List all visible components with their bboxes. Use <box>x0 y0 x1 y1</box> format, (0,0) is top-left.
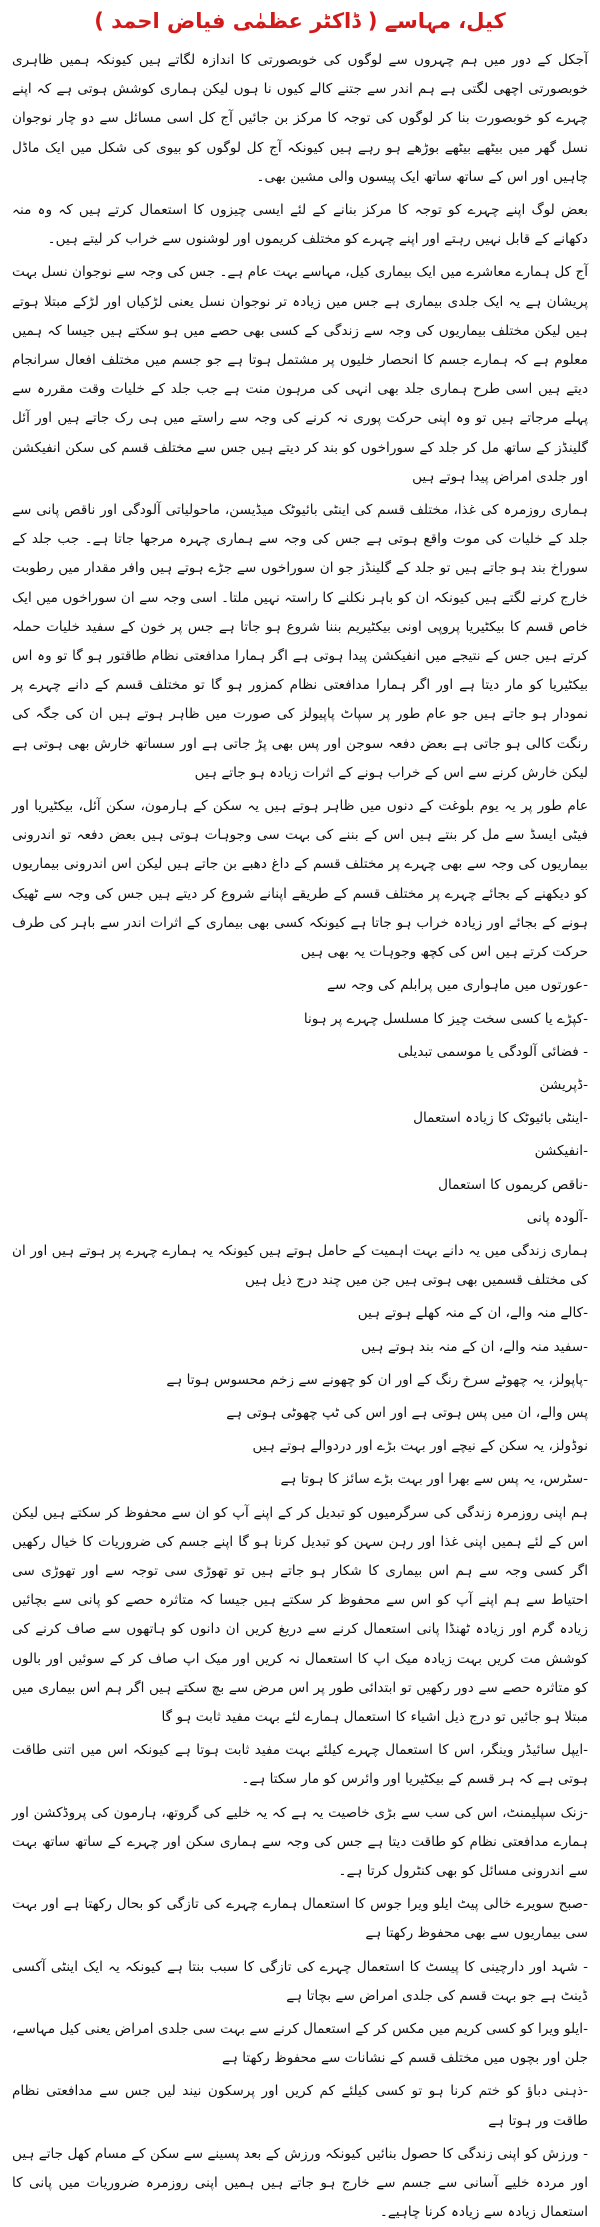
cause-item: - فضائی آلودگی یا موسمی تبدیلی <box>397 1043 588 1060</box>
remedies-list <box>12 1736 588 2227</box>
causes-list <box>12 971 588 1233</box>
type-item: -کالے منہ والے، ان کے منہ کھلے ہوتے ہیں <box>357 1305 588 1322</box>
care-paragraph: ہم اپنی روزمرہ زندگی کی سرگرمیوں کو تبدیل کر کے اپنے آپ کو ان سے محفوظ کر سکتے ہیں لیکن اس کے لئے ہمیں اپنی غذا اور رہن سہن کو تبدیل کرنا ہو گا اپنے جسم کی ضروریات کا خیال رکھیں اگر کسی وجہ سے ہم اس بیماری کا شکار ہو جاتے ہیں تو تھوڑی سی توجہ سے اور تھوڑی سی احتیاط سے ہم اپنے آپ کو اس سے محفوظ کر سکتے ہیں جیسا کہ متاثرہ حصے کو پانی سے بچائیں زیادہ گرم اور زیادہ ٹھنڈا پانی استعمال کرنے سے دریغ کریں ان دانوں کو ہاتھوں سے صاف کرنے کی کوشش مت کریں بہت زیادہ میک اپ کا استعمال نہ کریں اور میک اپ صاف کر کے سوئیں اور بالوں کو متاثرہ حصے سے دور رکھیں تو ابتدائی طور پر اس مرض سے بچ سکتے ہیں اگر ہم اس بیماری میں مبتلا ہو جائیں تو درج ذیل اشیاء کا استعمال ہمارے لئے بہت مفید ثابت ہو گا <box>12 1504 588 1725</box>
type-item: پس والے، ان میں پس ہوتی ہے اور اس کی ٹپ چھوٹی ہوتی ہے <box>226 1404 588 1421</box>
remedy-item: - شہد اور دارچینی کا پیسٹ کا استعمال چہرے کی تازگی کا سبب بنتا ہے کیونکہ یہ ایک اینٹی آکسی ڈینٹ ہے جو بہت قسم کی جلدی امراض سے بچاتا ہے <box>12 1958 588 2004</box>
cause-item: -آلودہ پانی <box>526 1209 588 1226</box>
intro-paragraph: آج کل ہمارے معاشرے میں ایک بیماری کیل، مہاسے بہت عام ہے۔ جس کی وجہ سے نوجوان نسل بہت پریشان ہے یہ ایک جلدی بیماری ہے جس میں زیادہ تر نوجوان نسل یعنی لڑکیاں اور لڑکے مبتلا ہوتے ہیں لیکن مختلف بیماریوں کی وجہ سے زندگی کے کسی بھی حصے میں ہو سکتے ہیں جیسا کہ ہمیں معلوم ہے کہ ہمارے جسم کا انحصار خلیوں پر مشتمل ہوتا ہے جو جسم میں مختلف افعال سرانجام دیتے ہیں اسی طرح ہماری جلد بھی انہی کی مرہون منت ہے جب جلد کے خلیات وقت مقررہ سے پہلے مرجاتے ہیں تو وہ اپنی حرکت پوری نہ کرنے کی وجہ سے راستے میں ہی رک جاتے ہیں اور آئل گلینڈز کے ساتھ مل کر جلد کے سوراخوں کو بند کر دیتے ہیں جس سے مختلف قسم کی سکن انفیکشن اور جلدی امراض پیدا ہوتے ہیں <box>12 264 588 485</box>
remedy-item: -ذہنی دباؤ کو ختم کرنا ہو تو کسی کیلئے کم کریں اور پرسکون نیند لیں جس سے مدافعتی نظام طاقت ور ہوتا ہے <box>12 2083 588 2129</box>
type-item: -سفید منہ والے، ان کے منہ بند ہوتے ہیں <box>361 1338 588 1355</box>
intro-paragraph: بعض لوگ اپنے چہرے کو توجہ کا مرکز بنانے کے لئے ایسی چیزوں کا استعمال کرتے ہیں کہ وہ منہ دکھانے کے قابل نہیں رہتے اور اپنے چہرے کو مختلف کریموں اور لوشنوں سے خراب کر لیتے ہیں۔ <box>12 202 588 248</box>
cause-item: -انفیکشن <box>534 1143 588 1160</box>
type-item: -پاپولز، یہ چھوٹے سرخ رنگ کے اور ان کو چھونے سے زخم محسوس ہوتا ہے <box>166 1371 588 1388</box>
type-item: -سٹرس، یہ پس سے بھرا اور بہت بڑے سائز کا ہوتا ہے <box>280 1471 588 1488</box>
intro-paragraph: عام طور پر یہ یوم بلوغت کے دنوں میں ظاہر ہوتے ہیں یہ سکن کے ہارمون، سکن آئل، بیکٹیریا اور فیٹی ایسڈ سے مل کر بنتے ہیں اس کے بننے کی بہت سی وجوہات ہوتی ہیں بعض دفعہ تو اندرونی بیماریوں کی وجہ سے بھی چہرے پر مختلف قسم کے داغ دھبے بن جاتے ہیں لیکن اس اندرونی بیماریوں کو دیکھنے کے بجائے چہرے پر مختلف قسم کے طریقے اپنانے شروع کر دیتے ہیں جس کی وجہ سے ٹھیک ہونے کے بجائے اور زیادہ خراب ہو جاتا ہے کیونکہ کسی بھی بیماری کے اثرات اندر سے باہر کی طرف حرکت کرتے ہیں اس کی کچھ وجوہات یہ بھی ہیں <box>12 798 588 961</box>
remedy-item: - ورزش کو اپنی زندگی کا حصول بنائیں کیونکہ ورزش کے بعد پسینے سے سکن کے مسام کھل جاتے ہیں اور مردہ خلیے آسانی سے جسم سے خارج ہو جاتے ہیں ہمیں اپنی روزمرہ ضروریات میں پانی کا استعمال زیادہ سے زیادہ کرنا چاہیے۔ <box>12 2145 588 2221</box>
remedy-item: -زنک سپلیمنٹ، اس کی سب سے بڑی خاصیت یہ ہے کہ یہ خلیے کی گروتھ، ہارمون کی پروڈکشن اور ہمارے مدافعتی نظام کو طاقت دیتا ہے جس کی وجہ سے ہماری سکن اور چہرے کے ساتھ ساتھ بہت سے اندرونی مسائل کو بھی کنٹرول کرتا ہے۔ <box>12 1804 588 1879</box>
remedy-item: -ایپل سائیڈر وینگر، اس کا استعمال چہرے کیلئے بہت مفید ثابت ہوتا ہے کیونکہ اس میں اتنی طاقت ہوتی ہے کہ ہر قسم کے بیکٹیریا اور وائرس کو مار سکتا ہے۔ <box>12 1742 588 1788</box>
cause-item: -ڈپریشن <box>539 1076 588 1093</box>
cause-item: -اینٹی بائیوٹک کا زیادہ استعمال <box>413 1110 588 1127</box>
intro-paragraph: آجکل کے دور میں ہم چہروں سے لوگوں کی خوبصورتی کا اندازہ لگاتے ہیں کیونکہ ہمیں ظاہری خوبصورتی اچھی لگتی ہے ہم اندر سے جتنے کالے کیوں نا ہوں لیکن ہماری کوشش ہوتی ہے کہ اپنے چہرے کو خوبصورت بنا کر لوگوں کی توجہ کا مرکز بن جائیں آج کل اسی مسائل سے دو چار نوجوان نسل گھر میں بیٹھے بیٹھے بوڑھے ہو رہے ہیں کیونکہ آج کل لوگوں کو بیوی کی شکل میں ایک ماڈل چاہیں اور اس کے ساتھ ساتھ ایک پیسوں والی مشین بھی۔ <box>12 52 588 185</box>
cause-item: -کپڑے یا کسی سخت چیز کا مسلسل چہرے پر ہونا <box>303 1010 588 1027</box>
types-intro-paragraph: ہماری زندگی میں یہ دانے بہت اہمیت کے حامل ہوتے ہیں کیونکہ یہ ہمارے چہرے پر ہوتے ہیں اور ان کی مختلف قسمیں بھی ہوتی ہیں جن میں چند درج ذیل ہیں <box>12 1242 588 1289</box>
cause-item: -عورتوں میں ماہواری میں پرابلم کی وجہ سے <box>327 977 588 994</box>
intro-paragraph: ہماری روزمرہ کی غذا، مختلف قسم کی اینٹی بائیوٹک میڈیسن، ماحولیاتی آلودگی اور ناقص پانی سے جلد کے خلیات کی موت واقع ہوتی ہے جس کی وجہ سے ہماری چہرہ مرجھا جاتا ہے۔ جب جلد کے سوراخ بند ہو جاتے ہیں تو جلد کے گلینڈز جو ان سوراخوں سے جڑے ہوتے ہیں وافر مقدار میں رطوبت خارج کرنے لگتے ہیں کیونکہ ان کو باہر نکلنے کا راستہ نہیں ملتا۔ اسی وجہ سے ان سوراخوں میں ایک خاص قسم کا بیکٹیریا پروپی اونی بیکٹیریم بننا شروع ہو جاتا ہے جس پر خون کے سفید خلیات حملہ کرتے ہیں جس کے نتیجے میں انفیکشن پیدا ہوتی ہے اگر ہمارا مدافعتی نظام طاقتور ہو گا تو وہ اس بیکٹیریا کو مار دیتا ہے اور اگر ہمارا مدافعتی نظام کمزور ہو گا تو مختلف قسم کے دانے چہرے پر نمودار ہو جاتے ہیں جو عام طور پر سپاٹ پاپیولز کی صورت میں ظاہر ہوتے ہیں ان کی جگہ کی رنگت کالی ہو جاتی ہے بعض دفعہ سوجن اور پس بھی پڑ جاتی ہے اور سساتھ خارش بھی ہوتی ہے لیکن خارش کرنے سے اس کے خراب ہونے کے اثرات زیادہ ہو جاتے ہیں <box>12 502 588 781</box>
types-list <box>12 1299 588 1494</box>
article-title: کیل، مہاسے ( ڈاکٹر عظمٰی فیاض احمد ) <box>94 9 506 33</box>
type-item: نوڈولز، یہ سکن کے نیچے اور بہت بڑے اور دردوالے ہوتے ہیں <box>252 1438 588 1455</box>
remedy-item: -ایلو ویرا کو کسی کریم میں مکس کر کے استعمال کرنے سے بہت سی جلدی امراض یعنی کیل مہاسے، جلن اور بچوں میں مختلف قسم کے نشانات سے محفوظ رکھتا ہے <box>12 2021 588 2067</box>
cause-item: -ناقص کریموں کا استعمال <box>438 1176 588 1193</box>
remedy-item: -صبح سویرے خالی پیٹ ایلو ویرا جوس کا استعمال ہمارے چہرے کی تازگی کو بحال رکھتا ہے اور بہت سی بیماریوں سے بھی محفوظ رکھتا ہے <box>12 1896 588 1942</box>
